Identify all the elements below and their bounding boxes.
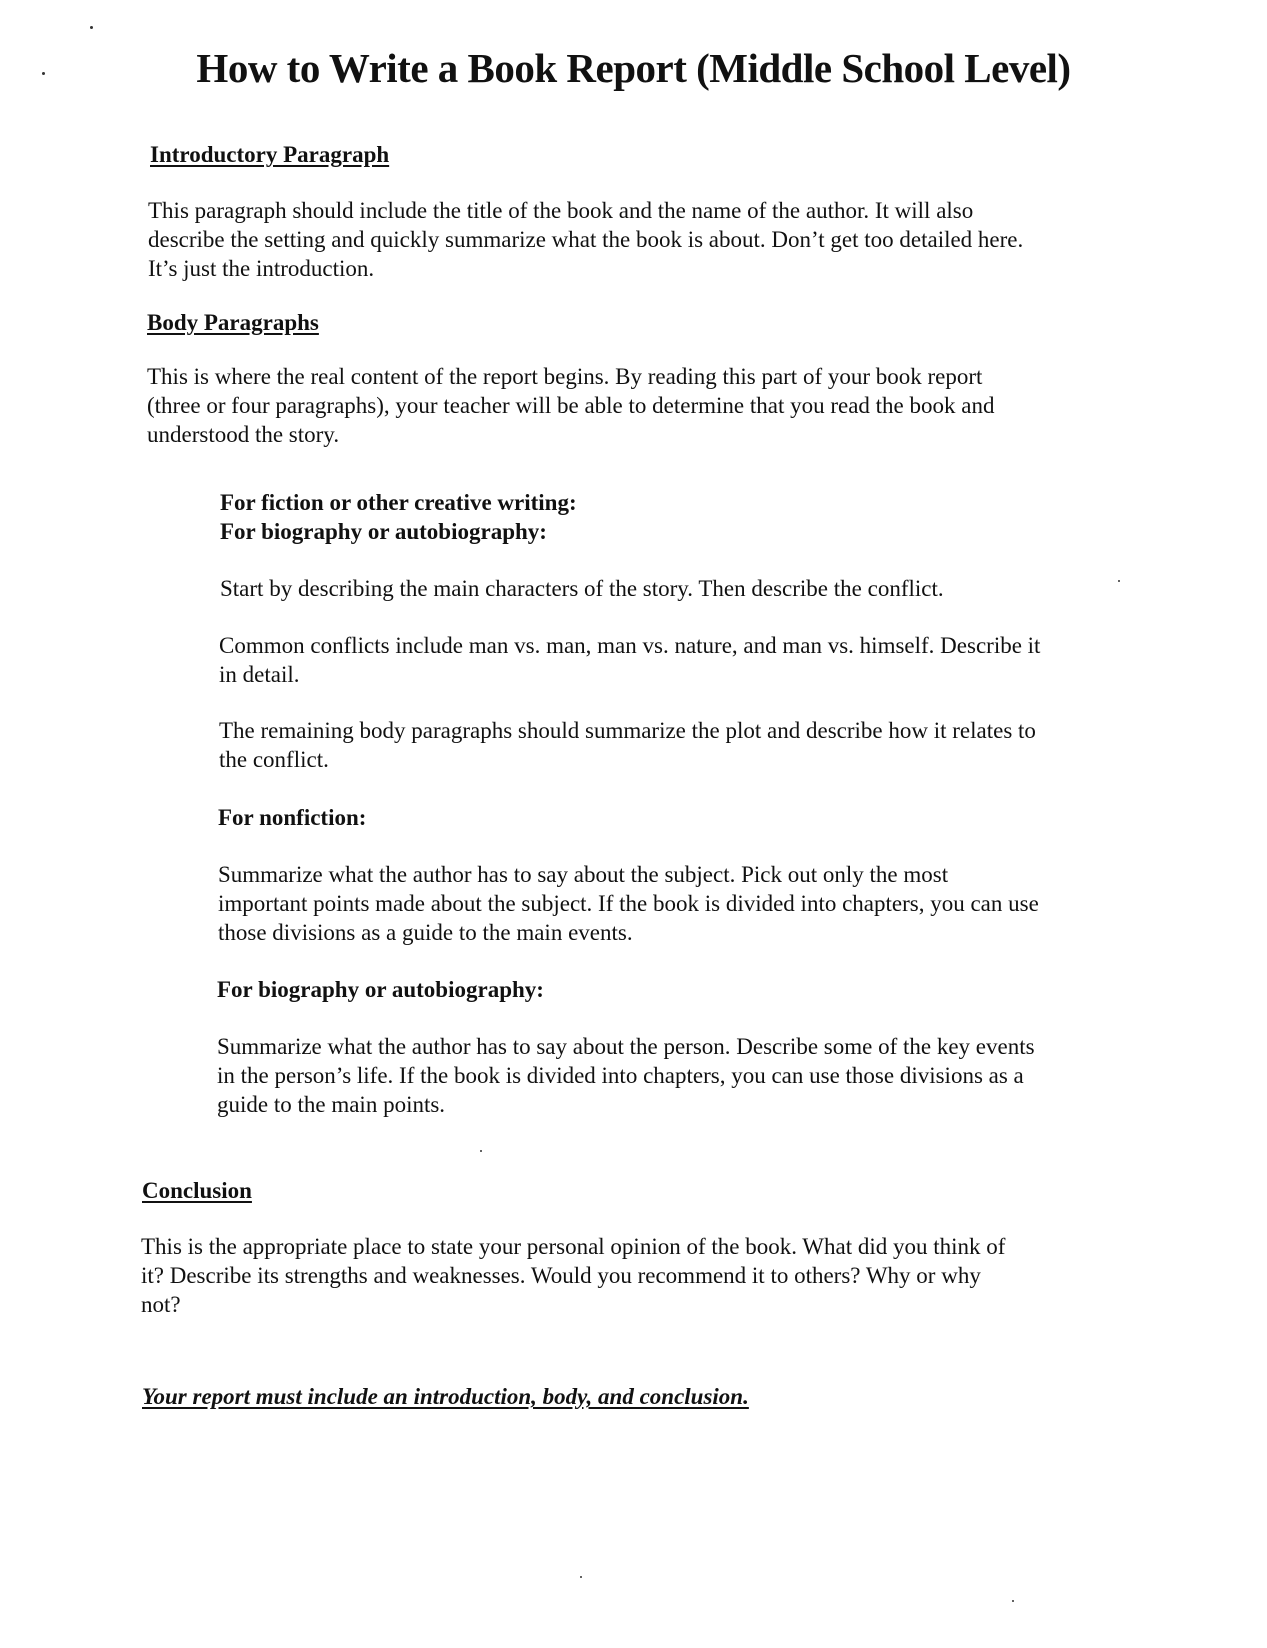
intro-paragraph: This paragraph should include the title of the book and the name of the author. It will also describe the setting and quickly summarize what the book is about. Don’t get too detailed here. It’s just the introduction. (148, 198, 1024, 281)
body-heading: Body Paragraphs (147, 310, 319, 335)
scan-speck (1012, 1600, 1014, 1602)
scan-speck (42, 72, 45, 75)
final-note: Your report must include an introduction, body, and conclusion. (142, 1384, 749, 1409)
conclusion-heading: Conclusion (142, 1178, 252, 1203)
scan-speck (480, 1150, 482, 1152)
fiction-paragraph-2: Common conflicts include man vs. man, man vs. nature, and man vs. himself. Describe it in detail. (219, 633, 1041, 687)
fiction-paragraph-3: The remaining body paragraphs should summarize the plot and describe how it relates to the conflict. (219, 718, 1036, 772)
intro-heading: Introductory Paragraph (150, 142, 390, 167)
scan-speck (1118, 580, 1120, 582)
page-title: How to Write a Book Report (Middle School Level) (196, 45, 1071, 91)
biography-paragraph: Summarize what the author has to say about the person. Describe some of the key events in the person’s life. If the book is divided into chapters, you can use those divisions as a guide to the main points. (217, 1034, 1035, 1117)
scan-speck (90, 26, 93, 29)
fiction-subheading: For fiction or other creative writing: For biography or autobiography: (220, 490, 577, 544)
scan-speck (580, 1576, 582, 1578)
conclusion-paragraph: This is the appropriate place to state your personal opinion of the book. What did you think of it? Describe its strengths and weaknesses. Would you recommend it to others? Why or why not? (141, 1234, 1006, 1317)
biography-subheading: For biography or autobiography: (217, 977, 544, 1002)
fiction-paragraph-1: Start by describing the main characters of the story. Then describe the conflict. (220, 576, 944, 601)
nonfiction-paragraph: Summarize what the author has to say about the subject. Pick out only the most important points made about the subject. If the book is divided into chapters, you can use those divisions as a guide to the main events. (218, 862, 1039, 945)
nonfiction-subheading: For nonfiction: (218, 805, 367, 830)
body-paragraph: This is where the real content of the report begins. By reading this part of your book report (three or four paragraphs), your teacher will be able to determine that you read the book and understood the story. (147, 364, 995, 447)
